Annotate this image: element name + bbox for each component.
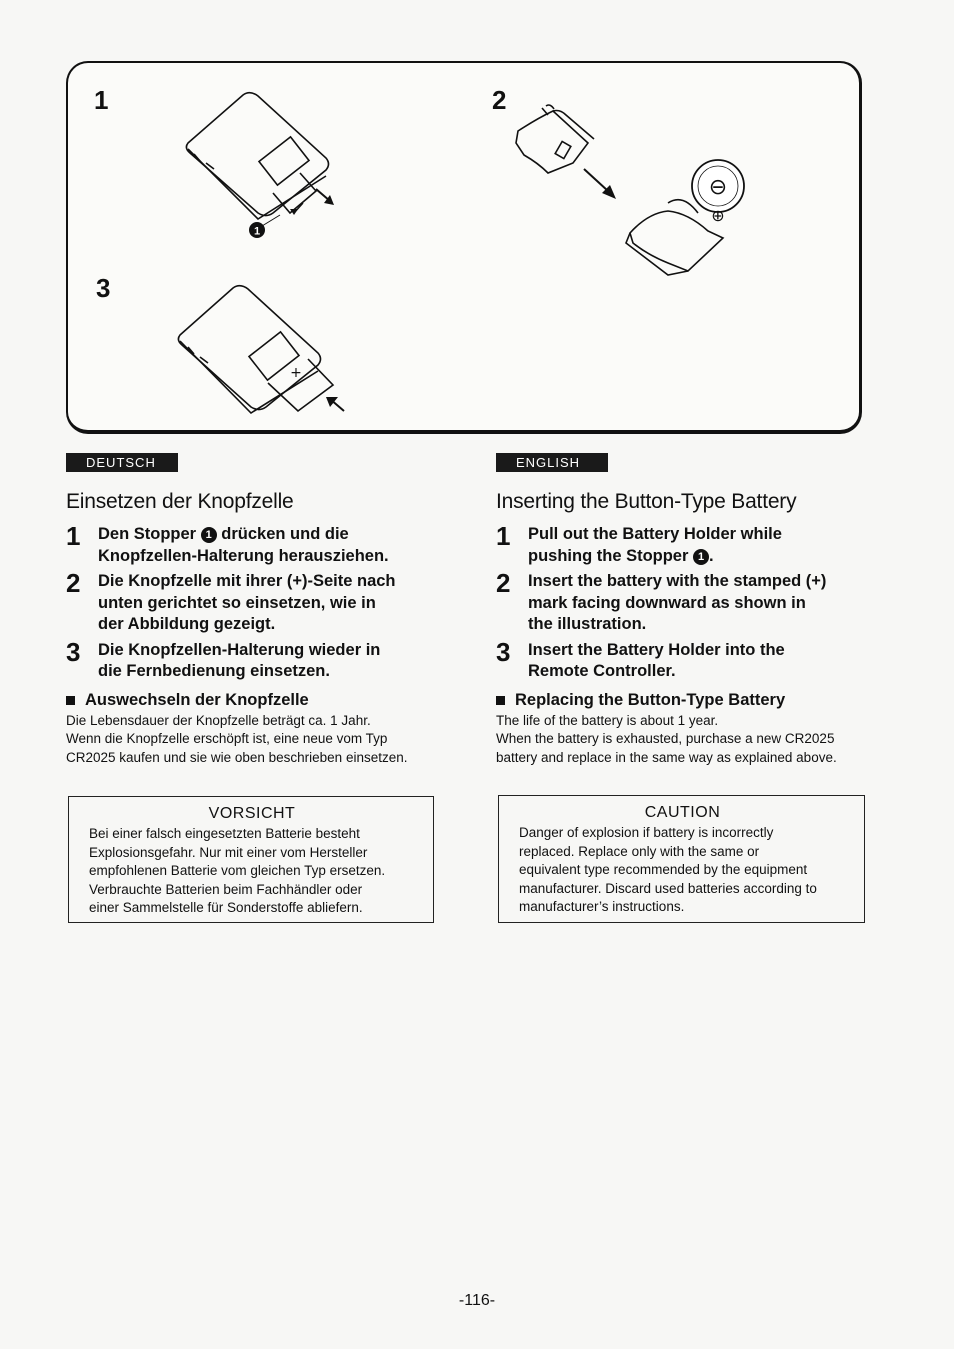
warning-box-deutsch <box>68 796 434 923</box>
step-number: 3 <box>496 636 511 667</box>
warning-text-deutsch: Bei einer falsch eingesetzten Batterie besteht Explosionsgefahr. Nur mit einer vom Hersteller empfohlenen Batterie vom gleichen Typ ersetzen. Verbrauchte Batterien beim Fachhändler oder einer Sammelstelle für Sonderstoffe abliefern. <box>89 826 386 915</box>
page-number: -116- <box>458 1292 496 1309</box>
push-in-arrow-icon <box>326 397 344 411</box>
insert-arrow-icon <box>584 169 616 199</box>
caution-title-english: CAUTION <box>644 804 721 821</box>
figure-step-1-number: 1 <box>94 85 109 115</box>
svg-text:⊕: ⊕ <box>711 206 725 225</box>
caution-box-english <box>498 795 865 923</box>
battery-life-text-english: The life of the battery is about 1 year. When the battery is exhausted, purchase a new CR2025 battery and replace in the same way as explained above. <box>496 712 837 765</box>
bullet-square-icon <box>496 696 505 705</box>
figure-step-3-number: 3 <box>96 273 111 303</box>
step-text-pre: Den Stopper <box>98 525 201 543</box>
step-number: 1 <box>66 521 81 551</box>
step-1-english <box>496 521 876 567</box>
battery-life-text-deutsch: Die Lebensdauer der Knopfzelle beträgt ca. 1 Jahr. Wenn die Knopfzelle erschöpft ist, eine neue vom Typ CR2025 kaufen und sie wie oben beschrieben einsetzen. <box>66 712 408 765</box>
caution-text-english: Danger of explosion if battery is incorrectly replaced. Replace only with the same or equivalent type recommended by the equipment manufacturer. Discard used batteries according to manufacturer’s instructions. <box>519 825 817 914</box>
sub-heading-english <box>496 691 876 710</box>
step-text-post: drücken und die Knopfzellen-Halterung herausziehen. <box>98 525 389 565</box>
coin-battery-icon <box>692 160 744 225</box>
step-3-english <box>496 636 876 683</box>
illustration-frame <box>66 61 862 434</box>
warning-title-deutsch: VORSICHT <box>208 805 296 822</box>
holder-plus-mark <box>290 365 302 381</box>
svg-text:+: + <box>290 365 302 381</box>
section-title-english: Inserting the Button-Type Battery <box>496 490 797 513</box>
figure-step-2-number: 2 <box>492 85 507 115</box>
step-number: 2 <box>66 568 81 598</box>
sub-heading-text: Auswechseln der Knopfzelle <box>85 690 309 709</box>
svg-text:⊖: ⊖ <box>708 175 728 200</box>
language-tag-deutsch: DEUTSCH <box>66 453 178 472</box>
sub-heading-text: Replacing the Button-Type Battery <box>515 690 786 709</box>
step-2-deutsch <box>66 568 441 636</box>
svg-text:1: 1 <box>253 225 261 238</box>
step-text: Insert the Battery Holder into the Remote Controller. <box>528 640 785 680</box>
step-1-deutsch <box>66 521 441 567</box>
language-tag-english: ENGLISH <box>496 453 608 472</box>
battery-insertion-illustration <box>68 63 864 436</box>
stopper-marker-icon: 1 <box>201 527 217 543</box>
step-text: Insert the battery with the stamped (+) mark facing downward as shown in the illustration. <box>528 572 827 633</box>
stopper-marker-icon: 1 <box>693 549 709 565</box>
deutsch-column <box>66 453 441 767</box>
remote-control-drawing-3 <box>178 286 333 413</box>
section-title-deutsch: Einsetzen der Knopfzelle <box>66 490 294 513</box>
step-number: 3 <box>66 636 81 667</box>
step-number: 1 <box>496 521 511 551</box>
step-text: Die Knopfzellen-Halterung wieder in die Fernbedienung einsetzen. <box>98 640 381 680</box>
step-number: 2 <box>496 568 511 598</box>
step-2-english <box>496 568 876 636</box>
step-3-deutsch <box>66 636 441 683</box>
step-text-post: . <box>709 546 714 565</box>
bullet-square-icon <box>66 696 75 705</box>
battery-holder-drawing <box>516 105 594 173</box>
step-text: Die Knopfzelle mit ihrer (+)-Seite nach unten gerichtet so einsetzen, wie in der Abbildung gezeigt. <box>98 572 396 633</box>
stopper-marker-icon <box>249 222 265 238</box>
sub-heading-deutsch <box>66 691 441 710</box>
remote-control-drawing-1 <box>186 93 328 219</box>
step-text-pre: Pull out the Battery Holder while pushing the Stopper <box>528 525 782 565</box>
english-column <box>496 453 876 767</box>
